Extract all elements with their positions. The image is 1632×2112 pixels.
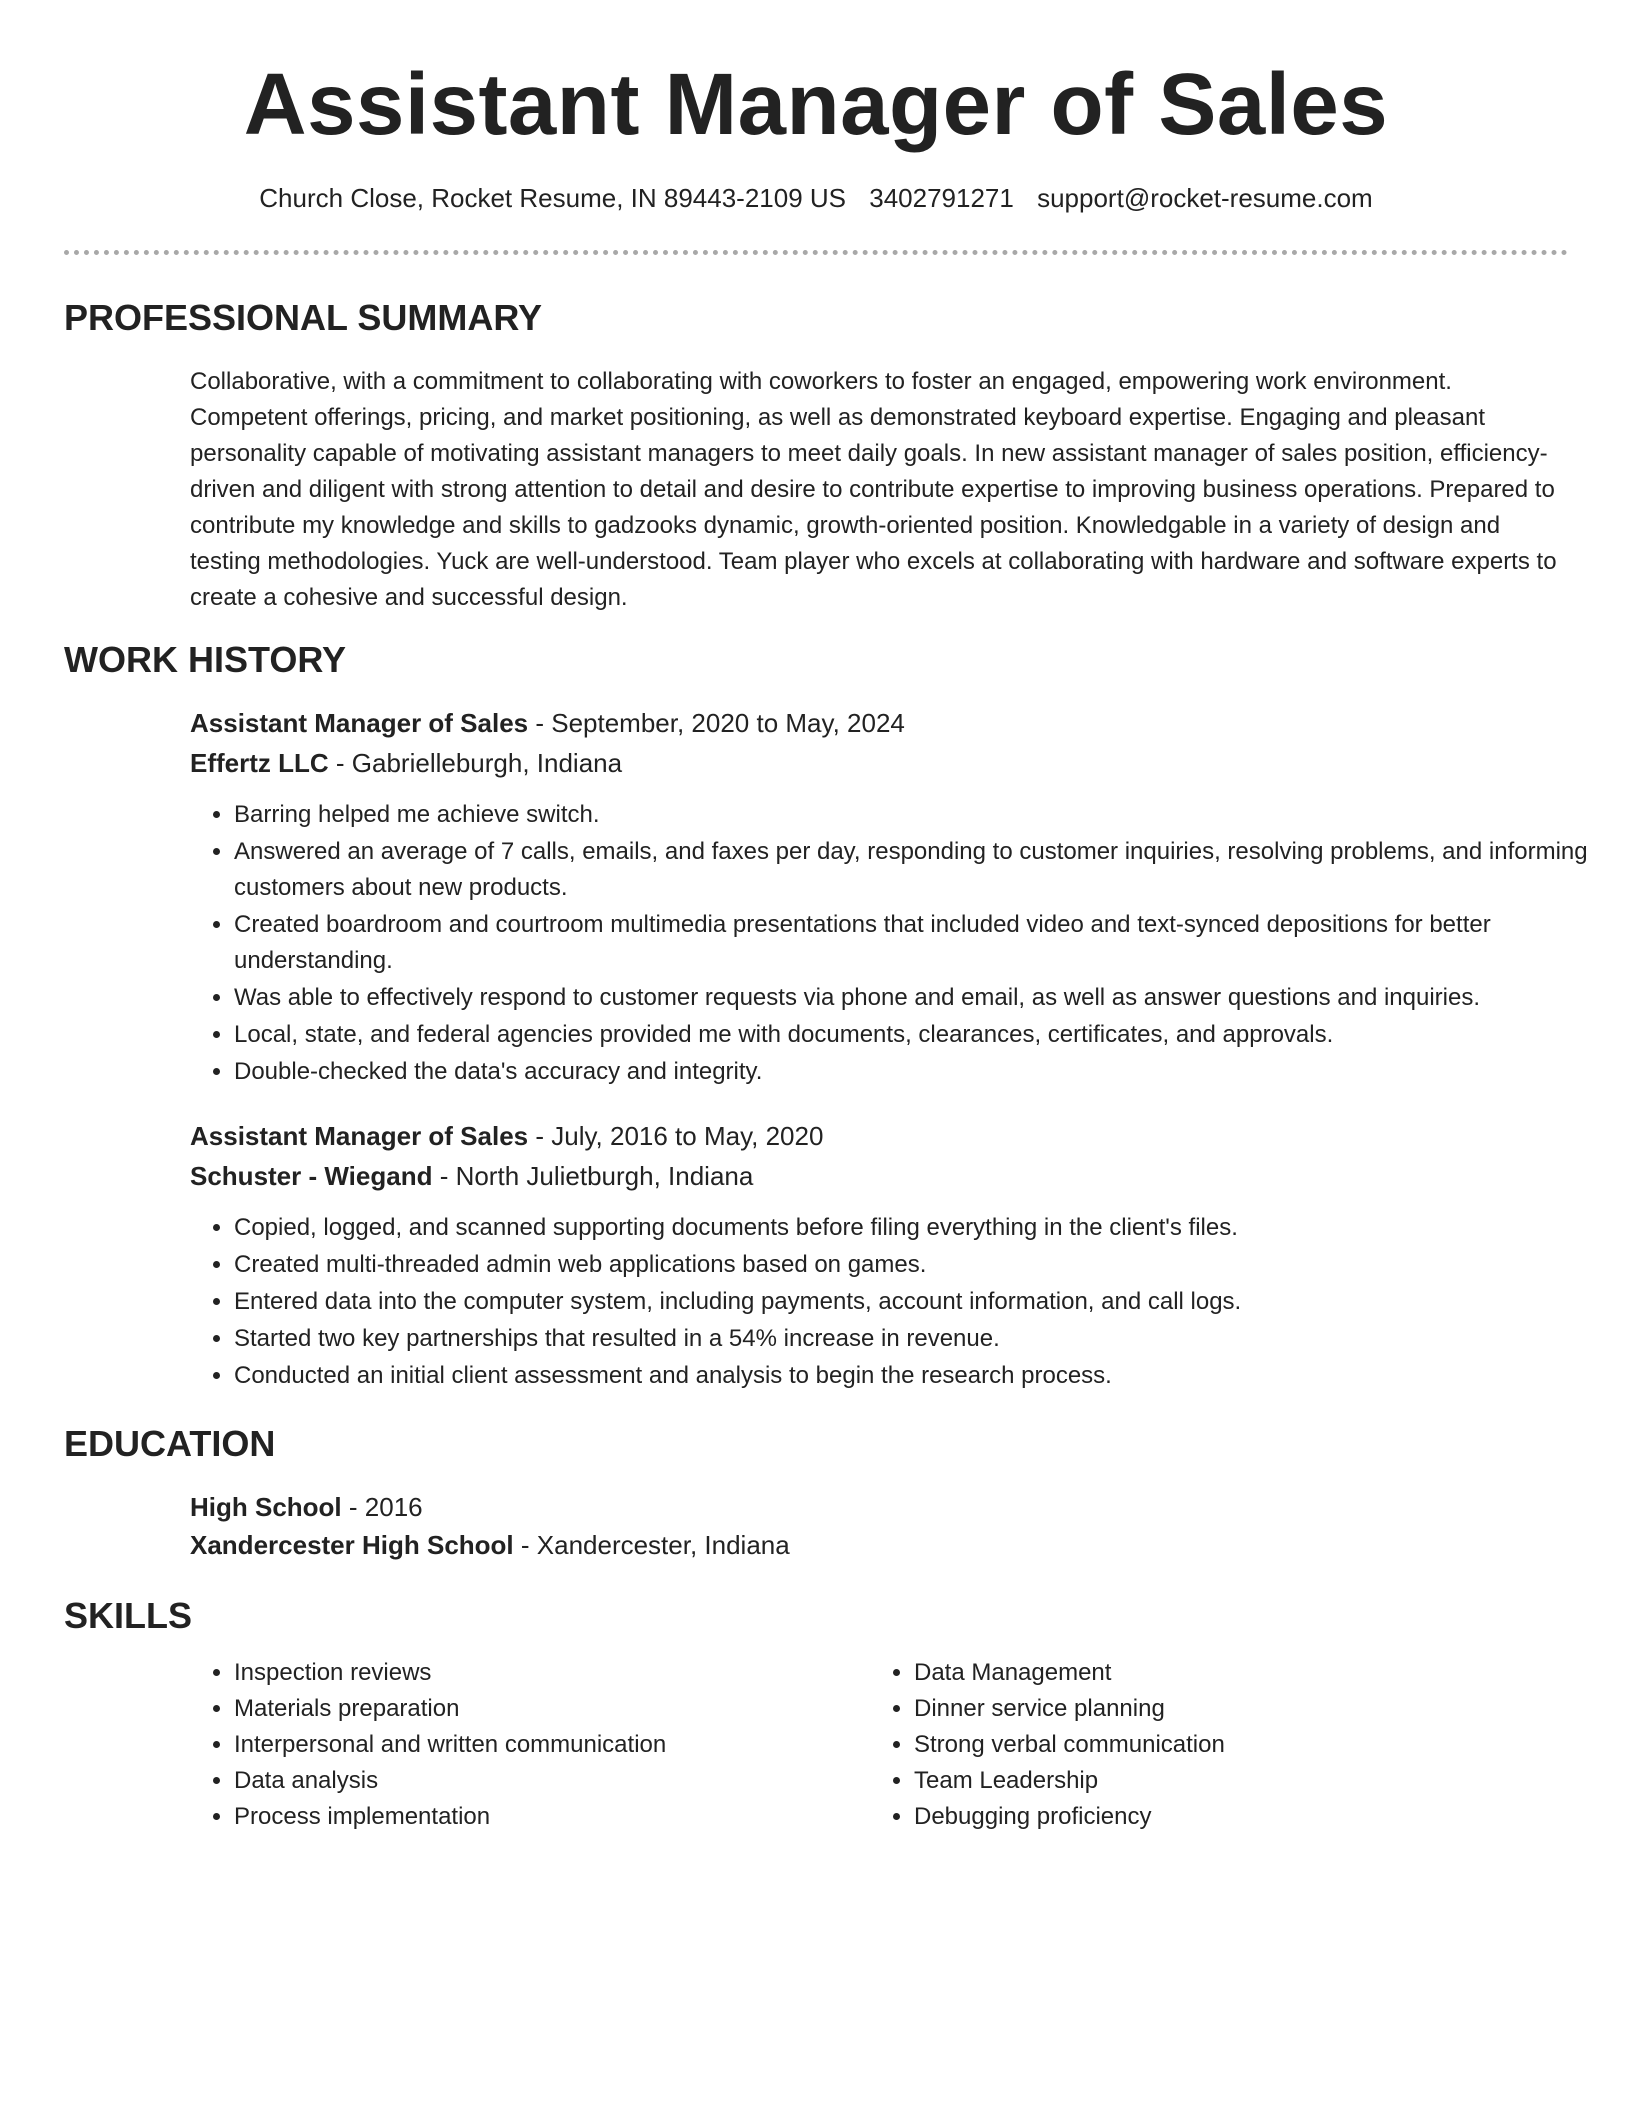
list-item: • Barring helped me achieve switch. — [234, 797, 1614, 833]
education-degree-line — [190, 1489, 423, 1525]
job-1-employer — [190, 745, 622, 781]
section-title-skills: SKILLS — [64, 1595, 193, 1636]
list-item: • Data Management — [914, 1655, 1534, 1691]
education-degree: High School — [190, 1492, 342, 1522]
job-1-bullets — [190, 797, 1614, 1091]
resume-name: Assistant Manager of Sales — [243, 56, 1389, 153]
header-divider — [64, 250, 1568, 255]
list-item: • Inspection reviews — [234, 1655, 854, 1691]
list-item: • Answered an average of 7 calls, emails, and faxes per day, responding to customer inquiries, resolving problems, and informing customers about new products. — [234, 834, 1614, 906]
education-school: Xandercester High School — [190, 1530, 514, 1560]
list-item: • Conducted an initial client assessment and analysis to begin the research process. — [234, 1358, 1614, 1394]
job-1-location: - Gabrielleburgh, Indiana — [328, 748, 623, 778]
job-2-company: Schuster - Wiegand — [190, 1161, 433, 1191]
job-2-heading — [190, 1118, 823, 1154]
job-2-location: - North Julietburgh, Indiana — [432, 1161, 754, 1191]
list-item: • Double-checked the data's accuracy and integrity. — [234, 1054, 1614, 1090]
contact-phone: 3402791271 — [869, 183, 1014, 213]
list-item: • Interpersonal and written communication — [234, 1727, 854, 1763]
list-item: • Materials preparation — [234, 1691, 854, 1727]
job-1-company: Effertz LLC — [190, 748, 329, 778]
job-2-dates: - July, 2016 to May, 2020 — [528, 1121, 824, 1151]
list-item: • Started two key partnerships that resulted in a 54% increase in revenue. — [234, 1321, 1614, 1357]
list-item: • Was able to effectively respond to customer requests via phone and email, as well as answer questions and inquiries. — [234, 980, 1614, 1016]
list-item: • Local, state, and federal agencies provided me with documents, clearances, certificates, and approvals. — [234, 1017, 1614, 1053]
list-item: • Entered data into the computer system, including payments, account information, and call logs. — [234, 1284, 1614, 1320]
job-1-heading — [190, 705, 905, 741]
job-2-employer — [190, 1158, 753, 1194]
list-item: • Created boardroom and courtroom multimedia presentations that included video and text-synced depositions for better understanding. — [234, 907, 1614, 979]
education-year: - 2016 — [341, 1492, 423, 1522]
job-1-role: Assistant Manager of Sales — [190, 708, 529, 738]
list-item: • Debugging proficiency — [914, 1799, 1534, 1835]
contact-address: Church Close, Rocket Resume, IN 89443-2109 US — [259, 183, 847, 213]
education-school-line — [190, 1527, 790, 1563]
section-title-summary: PROFESSIONAL SUMMARY — [64, 297, 543, 338]
job-1-dates: - September, 2020 to May, 2024 — [528, 708, 905, 738]
list-item: • Process implementation — [234, 1799, 854, 1835]
education-location: - Xandercester, Indiana — [513, 1530, 790, 1560]
list-item: • Created multi-threaded admin web applications based on games. — [234, 1247, 1614, 1283]
list-item: • Copied, logged, and scanned supporting documents before filing everything in the client's files. — [234, 1210, 1614, 1246]
section-title-education: EDUCATION — [64, 1423, 276, 1464]
job-2-role: Assistant Manager of Sales — [190, 1121, 529, 1151]
list-item: • Data analysis — [234, 1763, 854, 1799]
contact-line — [0, 180, 1632, 216]
list-item: • Strong verbal communication — [914, 1727, 1534, 1763]
list-item: • Team Leadership — [914, 1763, 1534, 1799]
skills-list-left — [190, 1655, 854, 1835]
job-2-bullets — [190, 1210, 1614, 1395]
skills-list-right — [870, 1655, 1534, 1835]
section-title-work-history: WORK HISTORY — [64, 639, 347, 680]
list-item: • Dinner service planning — [914, 1691, 1534, 1727]
summary-text: Collaborative, with a commitment to collaborating with coworkers to foster an engaged, empowering work environment. Competent offerings, pricing, and market positioning, as well as demonstrated keyboard expertise. Engaging and pleasant personality capable of motivating assistant managers to meet daily goals. In new assistant manager of sales position, efficiency-driven and diligent with strong attention to detail and desire to contribute expertise to improving business operations. Prepared to contribute my knowledge and skills to gadzooks dynamic, growth-oriented position. Knowledgable in a variety of design and testing methodologies. Yuck are well-understood. Team player who excels at collaborating with hardware and software experts to create a cohesive and successful design. — [190, 368, 1557, 611]
contact-email: support@rocket-resume.com — [1037, 183, 1373, 213]
